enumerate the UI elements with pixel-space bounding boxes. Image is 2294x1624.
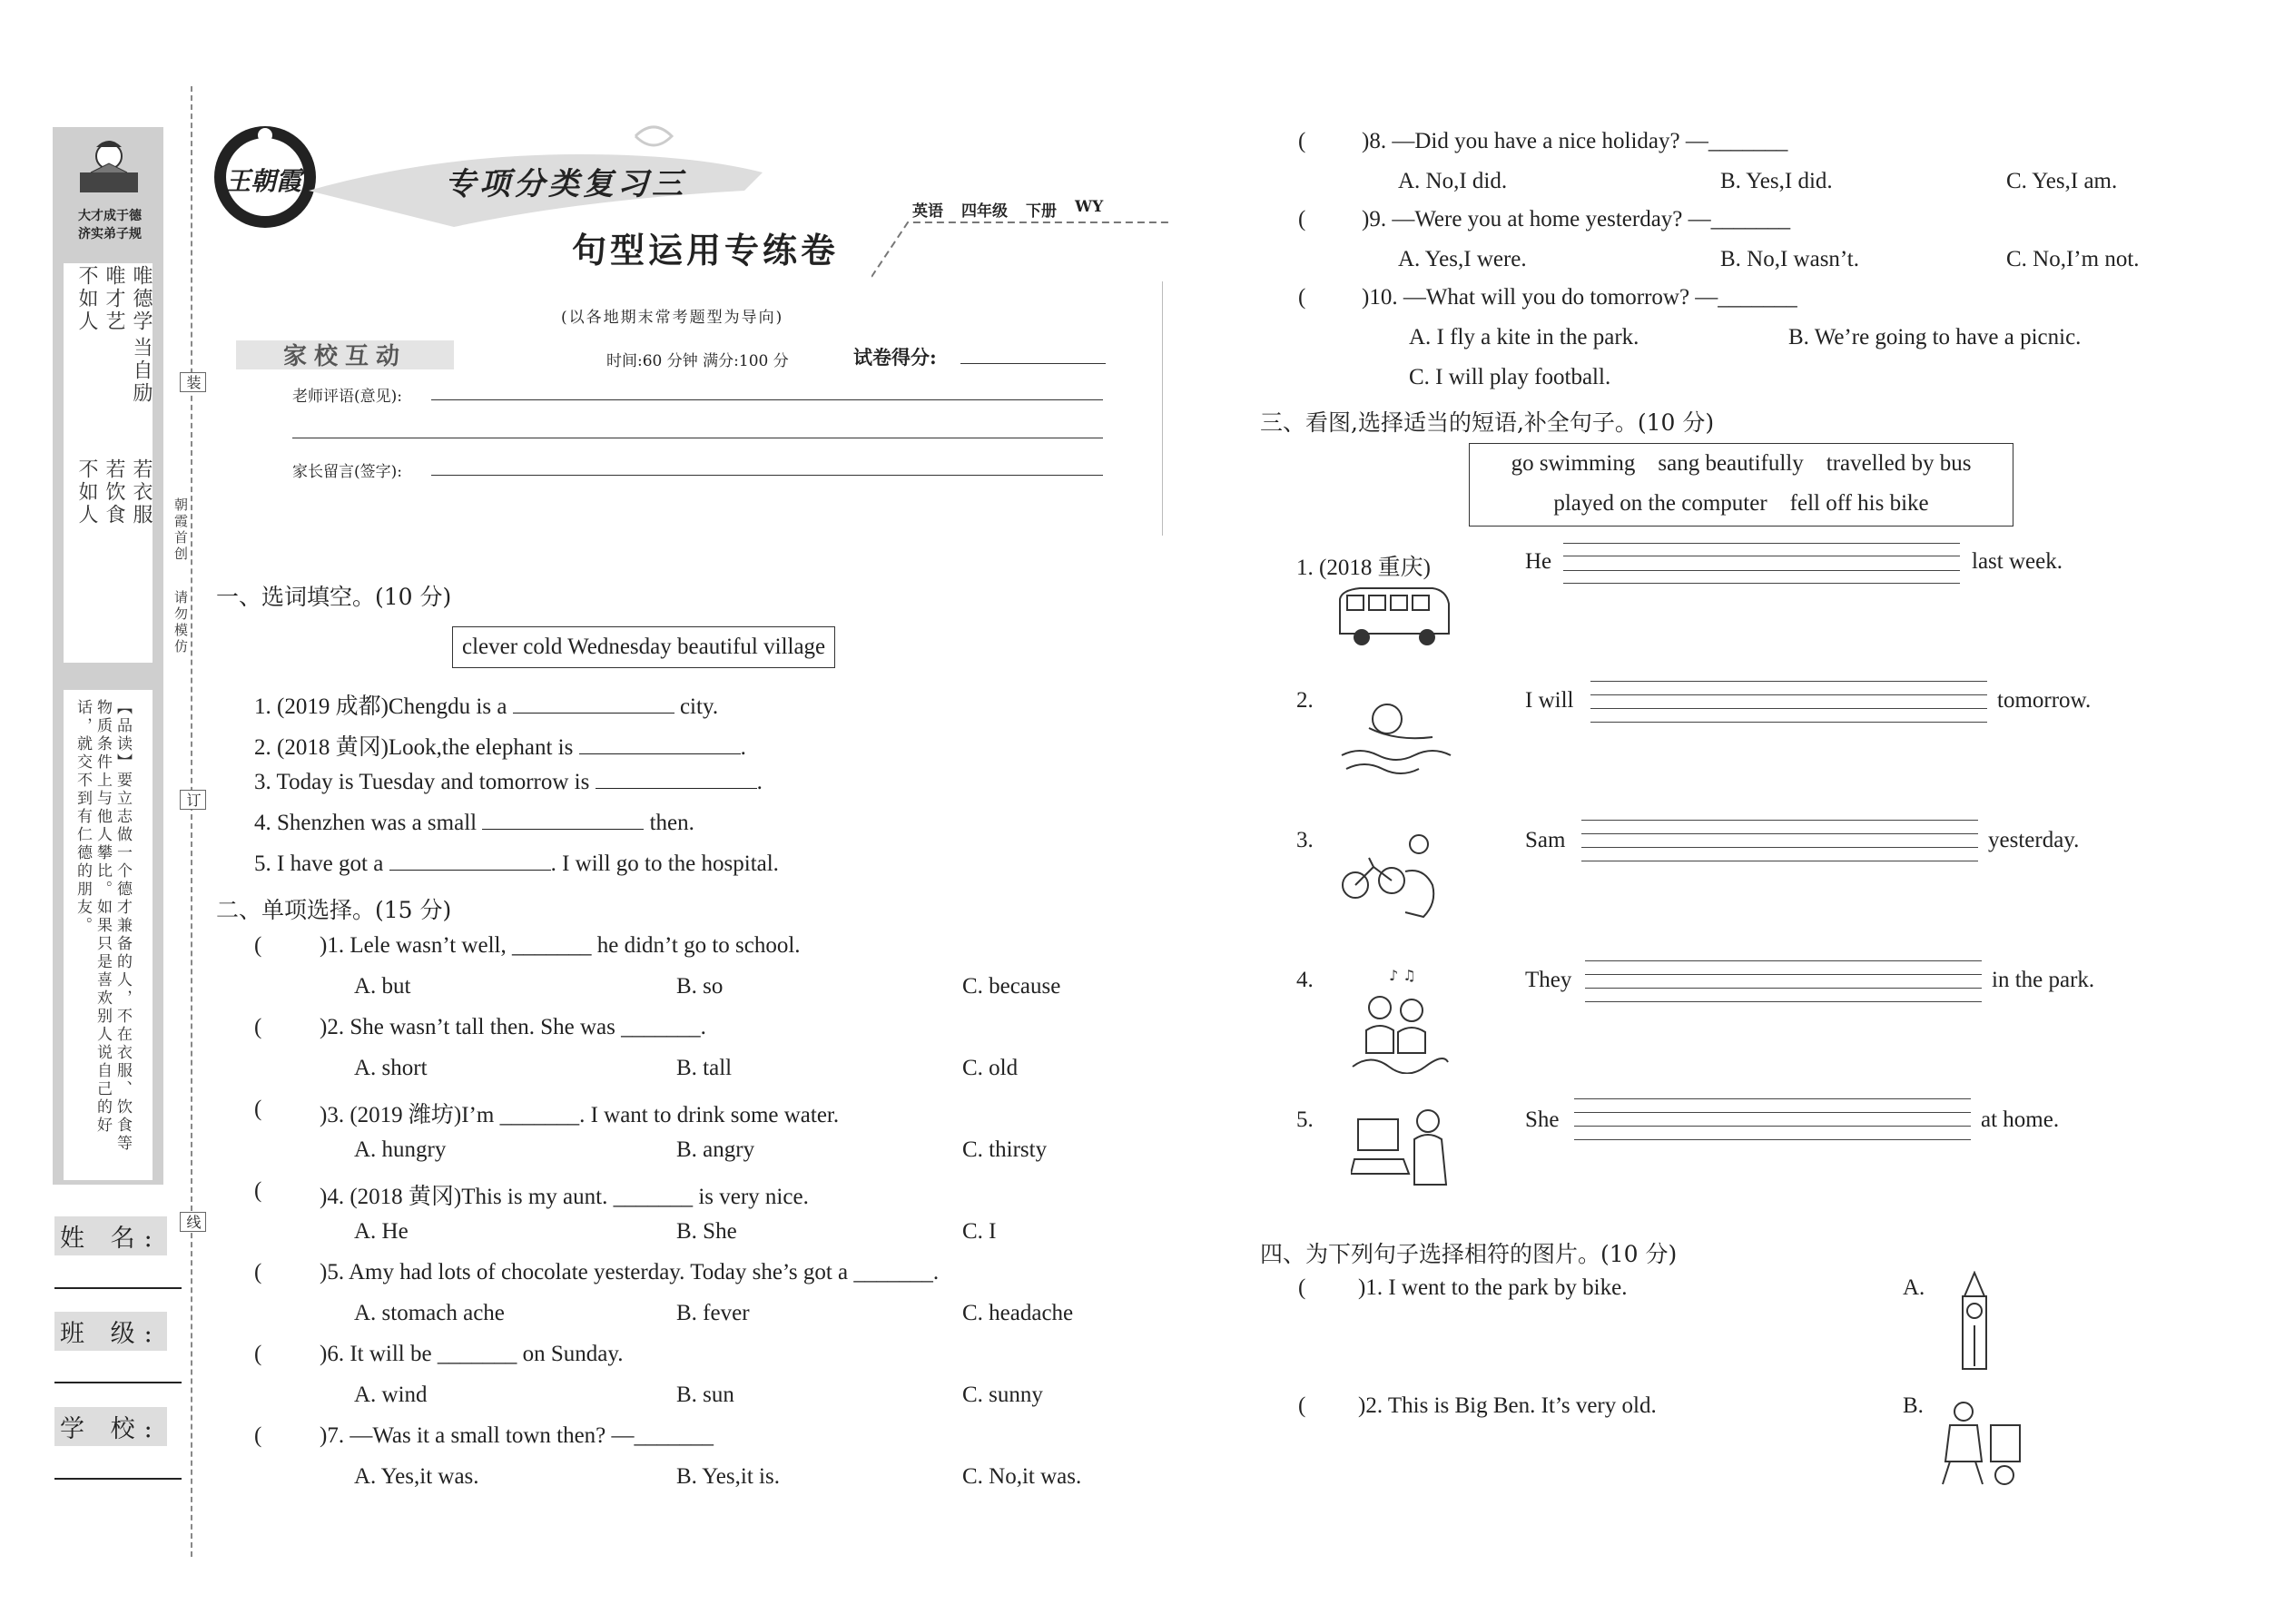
school-label: 学 校: bbox=[54, 1407, 167, 1446]
bike-fall-picture bbox=[1333, 831, 1455, 926]
option-c[interactable]: C. Yes,I am. bbox=[2006, 169, 2118, 193]
s2-question-8 bbox=[1298, 129, 2251, 202]
option-a[interactable]: A. short bbox=[354, 1056, 428, 1080]
cut-mark: 线 bbox=[180, 1212, 206, 1232]
s4-question-1 bbox=[1298, 1275, 2043, 1312]
answer-bracket[interactable]: ( bbox=[254, 1342, 262, 1366]
home-school-label: 家校互动 bbox=[283, 343, 408, 370]
s2-question-1 bbox=[254, 933, 1117, 1006]
s2-question-9 bbox=[1298, 207, 2251, 280]
answer-bracket[interactable]: ( bbox=[1298, 1393, 1306, 1418]
page-title: 专项分类复习三 bbox=[445, 166, 686, 202]
option-a[interactable]: A. but bbox=[354, 974, 411, 999]
s1-blank-5[interactable] bbox=[389, 869, 551, 871]
tag-grade: 四年级 bbox=[961, 202, 1008, 221]
answer-bracket[interactable]: ( bbox=[1298, 285, 1306, 310]
s1-item bbox=[254, 811, 694, 836]
picture-option-letter: B. bbox=[1903, 1393, 1924, 1418]
section3-phrase-box bbox=[1469, 443, 2013, 527]
s2-question-text: )6. It will be _______ on Sunday. bbox=[320, 1342, 624, 1366]
s3-sentence-start: They bbox=[1525, 968, 1572, 992]
section1-title: 一、选词填空。(10 分) bbox=[216, 584, 452, 610]
score-field[interactable] bbox=[960, 363, 1106, 364]
motto-col: 唯德学 bbox=[130, 265, 153, 333]
section2-title: 二、单项选择。(15 分) bbox=[216, 897, 452, 923]
s2-question-2 bbox=[254, 1015, 1117, 1088]
tag-row bbox=[912, 198, 1103, 221]
s2-question-text: )9. —Were you at home yesterday? —_______ bbox=[1362, 207, 1791, 231]
s4-question-text: )2. This is Big Ben. It’s very old. bbox=[1358, 1393, 1657, 1418]
warning-2: 请勿模仿 bbox=[172, 590, 189, 655]
s1-item bbox=[254, 851, 779, 877]
name-label: 姓 名: bbox=[54, 1216, 167, 1255]
s1-item-text: . bbox=[740, 735, 746, 760]
section4-title: 四、为下列句子选择相符的图片。(10 分) bbox=[1260, 1241, 1678, 1267]
option-b[interactable]: B. sun bbox=[676, 1383, 734, 1407]
answer-line[interactable] bbox=[1590, 681, 1987, 682]
s3-sentence-end: tomorrow. bbox=[1997, 688, 2092, 713]
bus-picture bbox=[1333, 581, 1455, 654]
option-a[interactable]: A. Yes,I were. bbox=[1398, 247, 1527, 271]
option-a[interactable]: A. I fly a kite in the park. bbox=[1409, 325, 1639, 349]
option-c[interactable]: C. I will play football. bbox=[1409, 365, 1611, 389]
s1-item-text: 3. Today is Tuesday and tomorrow is bbox=[254, 770, 596, 794]
s3-sentence-start: I will bbox=[1525, 688, 1574, 713]
answer-line[interactable] bbox=[1563, 543, 1960, 544]
s1-item-text: then. bbox=[644, 811, 694, 835]
motto-columns-lower bbox=[71, 458, 153, 658]
tag-edition: WY bbox=[1075, 198, 1104, 216]
option-a[interactable]: A. stomach ache bbox=[354, 1301, 505, 1325]
s1-item bbox=[254, 688, 718, 721]
option-b[interactable]: B. angry bbox=[676, 1137, 755, 1162]
time-score-info: 时间:60 分钟 满分:100 分 bbox=[606, 352, 789, 370]
parent-message-label: 家长留言(签字): bbox=[292, 463, 402, 481]
header-frame-right bbox=[989, 281, 1163, 536]
answer-bracket[interactable]: ( bbox=[1298, 207, 1306, 231]
option-c[interactable]: C. headache bbox=[962, 1301, 1074, 1325]
option-b[interactable]: B. so bbox=[676, 974, 724, 999]
s3-sentence-end: at home. bbox=[1981, 1107, 2060, 1132]
s3-sentence-end: in the park. bbox=[1992, 968, 2095, 992]
motto-col: 当自励 bbox=[130, 337, 153, 405]
s2-question-text: )8. —Did you have a nice holiday? —_______ bbox=[1362, 129, 1788, 153]
reading-note-title: 【品读】 bbox=[113, 699, 132, 772]
s2-question-text: )4. (2018 黄冈)This is my aunt. _______ is very nice. bbox=[320, 1185, 809, 1209]
option-a[interactable]: A. wind bbox=[354, 1383, 428, 1407]
s4-question-text: )1. I went to the park by bike. bbox=[1358, 1275, 1628, 1300]
s1-item-text: 2. (2018 黄冈)Look,the elephant is bbox=[254, 735, 579, 760]
s1-item-text: 4. Shenzhen was a small bbox=[254, 811, 483, 835]
s1-blank-1[interactable] bbox=[513, 712, 674, 714]
option-c[interactable]: C. No,I’m not. bbox=[2006, 247, 2140, 271]
class-field[interactable] bbox=[54, 1382, 182, 1383]
answer-bracket[interactable]: ( bbox=[254, 1178, 262, 1203]
s2-question-text: )7. —Was it a small town then? —_______ bbox=[320, 1423, 714, 1448]
option-b[interactable]: B. She bbox=[676, 1219, 737, 1244]
singing-picture bbox=[1344, 967, 1452, 1074]
motto-col: 唯才艺 bbox=[103, 265, 125, 333]
s2-question-3 bbox=[254, 1097, 1117, 1169]
option-c[interactable]: C. thirsty bbox=[962, 1137, 1048, 1162]
answer-bracket[interactable]: ( bbox=[254, 1097, 262, 1121]
answer-line[interactable] bbox=[1581, 833, 1978, 834]
s3-sentence-end: yesterday. bbox=[1988, 828, 2080, 852]
option-c[interactable]: C. sunny bbox=[962, 1383, 1043, 1407]
big-ben-picture[interactable] bbox=[1952, 1271, 1997, 1371]
s2-question-text: )1. Lele wasn’t well, _______ he didn’t go to school. bbox=[320, 933, 801, 958]
answer-bracket[interactable]: ( bbox=[254, 1260, 262, 1284]
tag-term: 下册 bbox=[1026, 202, 1057, 221]
option-b[interactable]: B. Yes,it is. bbox=[676, 1464, 780, 1489]
motto-col: 若饮食 bbox=[103, 458, 125, 527]
s2-question-6 bbox=[254, 1342, 1117, 1414]
warning-1: 朝霞首创 bbox=[172, 497, 189, 563]
answer-line[interactable] bbox=[1581, 847, 1978, 848]
motto-col: 不如人 bbox=[75, 458, 98, 527]
child-reading-illustration bbox=[64, 136, 154, 204]
answer-bracket[interactable]: ( bbox=[254, 1015, 262, 1039]
svg-text:♪ ♫: ♪ ♫ bbox=[1389, 967, 1416, 984]
park-bike-picture[interactable] bbox=[1932, 1398, 2027, 1489]
option-c[interactable]: C. No,it was. bbox=[962, 1464, 1082, 1489]
s3-sentence-start: He bbox=[1525, 549, 1552, 574]
cut-mark: 订 bbox=[180, 790, 206, 810]
s2-question-text: )5. Amy had lots of chocolate yesterday. Today she’s got a _______. bbox=[320, 1260, 940, 1284]
s3-sentence-end: last week. bbox=[1972, 549, 2063, 574]
s3-item-number: 4. bbox=[1296, 968, 1314, 992]
answer-line[interactable] bbox=[1574, 1139, 1971, 1140]
reading-note-text: 要立志做一个德才兼备的人，不在衣服、饮食等物质条件上与他人攀比。如果只是喜欢别人说自己的好话，就交不到有仁德的朋友。 bbox=[74, 699, 132, 1153]
class-label: 班 级: bbox=[54, 1312, 167, 1351]
s1-item-text: city. bbox=[674, 694, 719, 719]
s1-blank-4[interactable] bbox=[482, 828, 644, 830]
answer-line[interactable] bbox=[1585, 1001, 1982, 1002]
answer-line[interactable] bbox=[1590, 708, 1987, 709]
reading-note bbox=[73, 699, 133, 1162]
motto-col: 不如人 bbox=[75, 265, 98, 333]
teacher-comment-label: 老师评语(意见): bbox=[292, 388, 402, 406]
answer-line[interactable] bbox=[1574, 1126, 1971, 1127]
option-b[interactable]: B. tall bbox=[676, 1056, 733, 1080]
motto-top-2: 济实弟子规 bbox=[78, 227, 142, 241]
option-b[interactable]: B. fever bbox=[676, 1301, 750, 1325]
s2-question-4 bbox=[254, 1178, 1117, 1251]
s1-blank-3[interactable] bbox=[596, 787, 757, 789]
s1-item bbox=[254, 770, 763, 795]
option-a[interactable]: A. He bbox=[354, 1219, 409, 1244]
picture-option-letter: A. bbox=[1903, 1275, 1925, 1300]
motto-col: 若衣服 bbox=[130, 458, 153, 527]
s3-item-number: 3. bbox=[1296, 828, 1314, 852]
s2-question-text: )2. She wasn’t tall then. She was _______. bbox=[320, 1015, 706, 1039]
swimming-picture bbox=[1333, 692, 1455, 782]
s2-question-text: )3. (2019 潍坊)I’m _______. I want to drink some water. bbox=[320, 1103, 840, 1127]
s2-question-7 bbox=[254, 1423, 1117, 1496]
logo-text: 王朝霞 bbox=[225, 166, 302, 196]
option-c[interactable]: C. old bbox=[962, 1056, 1019, 1080]
s1-item-text: . I will go to the hospital. bbox=[550, 851, 779, 876]
answer-line[interactable] bbox=[1581, 820, 1978, 821]
option-a[interactable]: A. No,I did. bbox=[1398, 169, 1508, 193]
section1-word-box: clever cold Wednesday beautiful village bbox=[452, 626, 835, 668]
answer-line[interactable] bbox=[1563, 570, 1960, 571]
s1-item-text: 1. (2019 成都)Chengdu is a bbox=[254, 694, 513, 719]
phrase-row: go swimming sang beautifully travelled by bus bbox=[1511, 451, 1972, 476]
option-c[interactable]: C. I bbox=[962, 1219, 997, 1244]
answer-line[interactable] bbox=[1585, 988, 1982, 989]
parent-message-field[interactable] bbox=[431, 475, 1103, 476]
answer-line[interactable] bbox=[1574, 1098, 1971, 1099]
school-field[interactable] bbox=[54, 1478, 182, 1480]
answer-bracket[interactable]: ( bbox=[1298, 1275, 1306, 1300]
answer-line[interactable] bbox=[1590, 722, 1987, 723]
answer-line[interactable] bbox=[1585, 974, 1982, 975]
s2-question-5 bbox=[254, 1260, 1117, 1333]
option-b[interactable]: B. Yes,I did. bbox=[1720, 169, 1833, 193]
answer-line[interactable] bbox=[1590, 694, 1987, 695]
answer-line[interactable] bbox=[1585, 960, 1982, 961]
name-field[interactable] bbox=[54, 1287, 182, 1289]
score-label: 试卷得分: bbox=[853, 346, 937, 369]
s1-item-text: . bbox=[756, 770, 763, 794]
teacher-comment-field[interactable] bbox=[431, 399, 1103, 400]
s1-item bbox=[254, 729, 746, 762]
answer-line[interactable] bbox=[1574, 1112, 1971, 1113]
phrase-row: played on the computer fell off his bike bbox=[1553, 491, 1929, 516]
s2-question-10 bbox=[1298, 285, 2251, 403]
answer-bracket[interactable]: ( bbox=[254, 1423, 262, 1448]
s3-item-number: 2. bbox=[1296, 688, 1314, 713]
option-c[interactable]: C. because bbox=[962, 974, 1061, 999]
s4-question-2 bbox=[1298, 1393, 2043, 1430]
s3-item-number: 5. bbox=[1296, 1107, 1314, 1132]
option-b[interactable]: B. No,I wasn’t. bbox=[1720, 247, 1860, 271]
answer-line[interactable] bbox=[1563, 583, 1960, 584]
s1-blank-2[interactable] bbox=[579, 753, 741, 754]
section3-title: 三、看图,选择适当的短语,补全句子。(10 分) bbox=[1260, 409, 1715, 436]
tag-subject: 英语 bbox=[912, 202, 943, 221]
option-b[interactable]: B. We’re going to have a picnic. bbox=[1788, 325, 2082, 349]
s3-sentence-start: Sam bbox=[1525, 828, 1566, 852]
s3-sentence-start: She bbox=[1525, 1107, 1560, 1132]
s3-item-number: 1. (2018 重庆) bbox=[1296, 556, 1431, 580]
cut-mark: 装 bbox=[180, 372, 206, 392]
page-subtitle: 句型运用专练卷 bbox=[572, 230, 840, 271]
s2-question-text: )10. —What will you do tomorrow? —_______ bbox=[1362, 285, 1797, 310]
option-a[interactable]: A. hungry bbox=[354, 1137, 447, 1162]
cut-line bbox=[191, 86, 192, 1557]
guide-text: (以各地期末常考题型为导向) bbox=[561, 309, 784, 327]
motto-top-1: 大才成于德 bbox=[78, 209, 142, 223]
answer-bracket[interactable]: ( bbox=[1298, 129, 1306, 153]
s1-item-text: 5. I have got a bbox=[254, 851, 389, 876]
computer-picture bbox=[1351, 1103, 1455, 1194]
option-a[interactable]: A. Yes,it was. bbox=[354, 1464, 479, 1489]
answer-bracket[interactable]: ( bbox=[254, 933, 262, 958]
